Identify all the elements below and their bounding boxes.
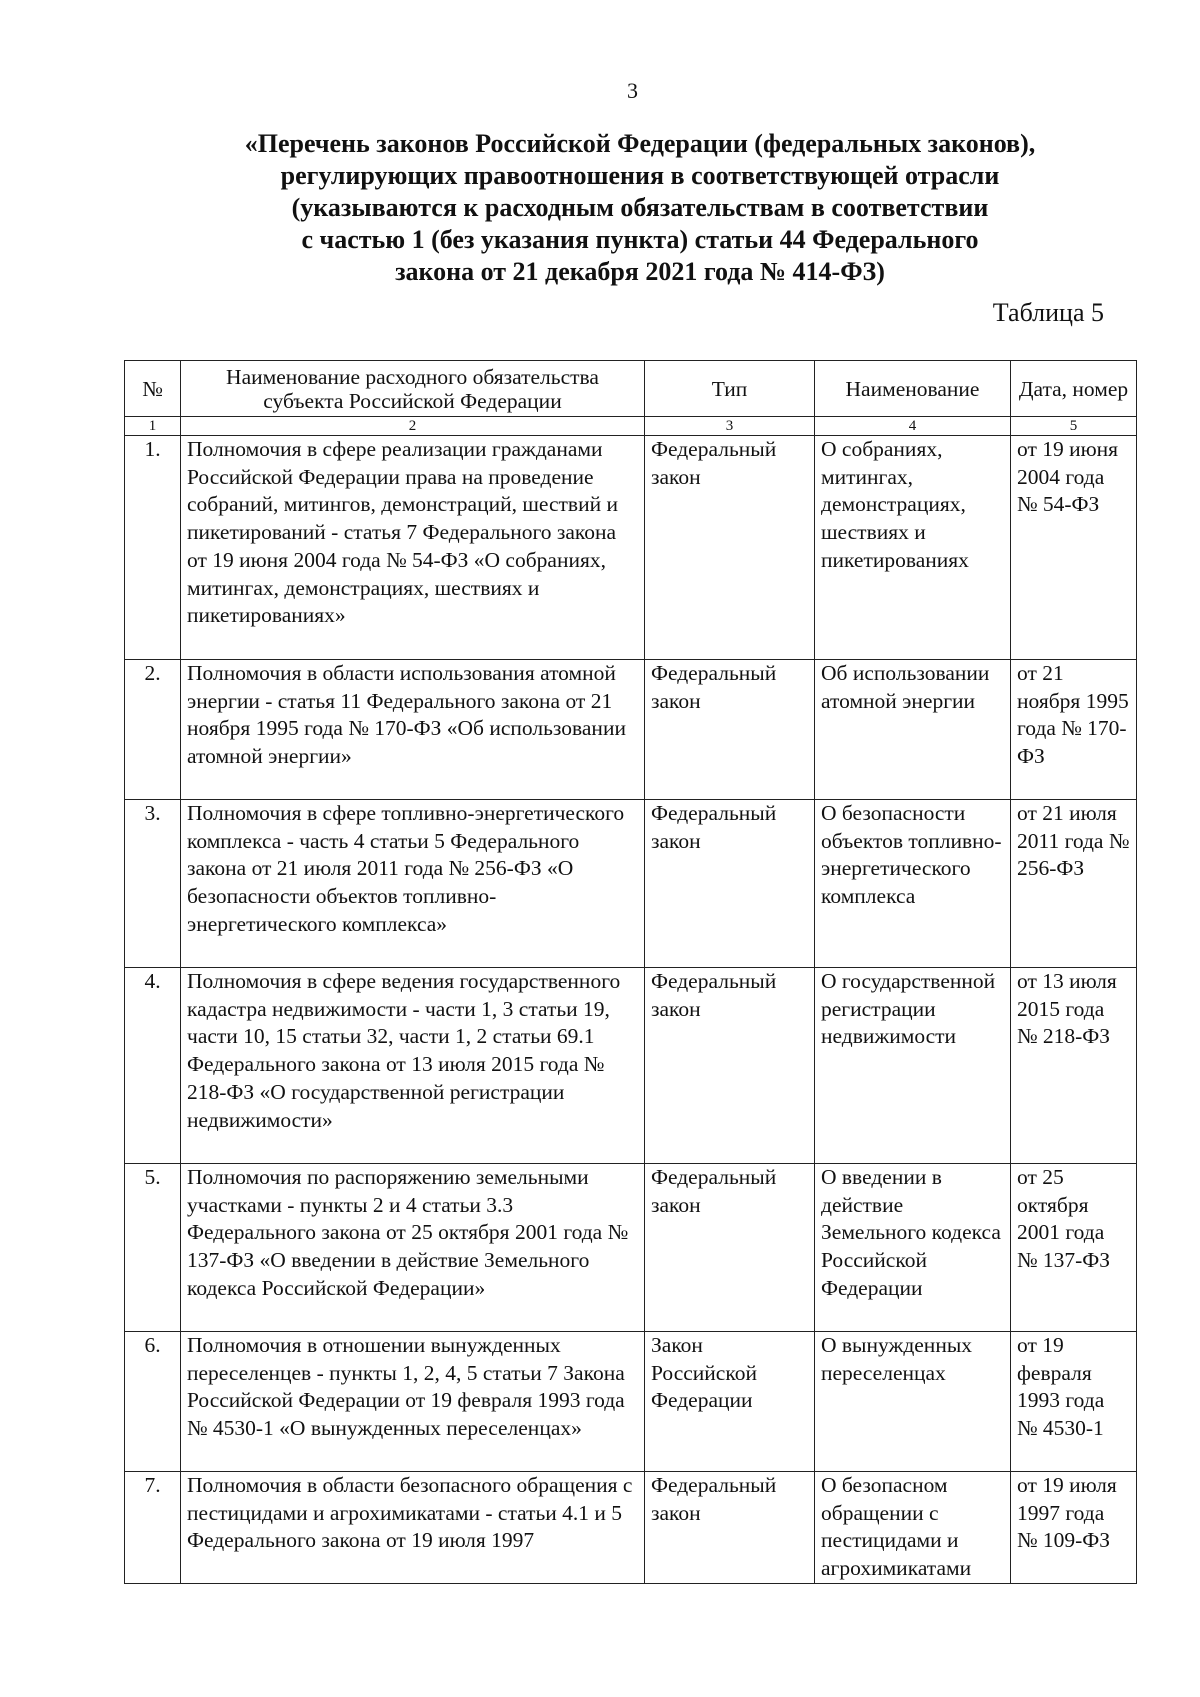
table-row xyxy=(125,800,1137,968)
law-name-cell: Об использовании атомной энергии xyxy=(815,660,1011,800)
row-number: 5. xyxy=(125,1164,181,1332)
type-cell: Федеральный закон xyxy=(645,1164,815,1332)
table-row xyxy=(125,1332,1137,1472)
type-cell: Федеральный закон xyxy=(645,660,815,800)
page-number: 3 xyxy=(627,78,638,103)
obligation-cell: Полномочия в сфере топливно-энергетического комплекса - часть 4 статьи 5 Федерального закона от 21 июля 2011 года № 256-ФЗ «О безопасности объектов топливно-энергетического комплекса» xyxy=(181,800,645,968)
table-row xyxy=(125,1472,1137,1584)
column-number: 4 xyxy=(815,417,1011,436)
obligation-cell: Полномочия в отношении вынужденных переселенцев - пункты 1, 2, 4, 5 статьи 7 Закона Российской Федерации от 19 февраля 1993 года № 4530-1 «О вынужденных переселенцах» xyxy=(181,1332,645,1472)
law-name-cell: О вынужденных переселенцах xyxy=(815,1332,1011,1472)
date-number-cell: от 19 июня 2004 года № 54-ФЗ xyxy=(1011,436,1137,660)
column-header-name: Наименование xyxy=(815,361,1011,417)
obligation-cell: Полномочия в сфере реализации гражданами Российской Федерации права на проведение собраний, митингов, демонстраций, шествий и пикетирований - статья 7 Федерального закона от 19 июня 2004 года № 54-ФЗ «О собраниях, митингах, демонстрациях, шествиях и пикетированиях» xyxy=(181,436,645,660)
row-number: 4. xyxy=(125,968,181,1164)
column-number: 1 xyxy=(125,417,181,436)
row-number: 1. xyxy=(125,436,181,660)
heading-line: (указываются к расходным обязательствам в соответствии xyxy=(291,193,989,222)
date-number-cell: от 21 ноября 1995 года № 170-ФЗ xyxy=(1011,660,1137,800)
column-number-row xyxy=(125,417,1137,436)
date-number-cell: от 21 июля 2011 года № 256-ФЗ xyxy=(1011,800,1137,968)
column-number: 2 xyxy=(181,417,645,436)
type-cell: Закон Российской Федерации xyxy=(645,1332,815,1472)
row-number: 3. xyxy=(125,800,181,968)
column-header-obligation: Наименование расходного обязательства субъекта Российской Федерации xyxy=(181,361,645,417)
column-header-date: Дата, номер xyxy=(1011,361,1137,417)
heading-line: с частью 1 (без указания пункта) статьи 44 Федерального xyxy=(301,225,979,254)
date-number-cell: от 13 июля 2015 года № 218-ФЗ xyxy=(1011,968,1137,1164)
type-cell: Федеральный закон xyxy=(645,800,815,968)
table-header-row xyxy=(125,361,1137,417)
heading-line: регулирующих правоотношения в соответствующей отрасли xyxy=(280,161,1000,190)
heading-line: «Перечень законов Российской Федерации (федеральных законов), xyxy=(244,129,1036,158)
law-name-cell: О собраниях, митингах, демонстрациях, шествиях и пикетированиях xyxy=(815,436,1011,660)
law-name-cell: О государственной регистрации недвижимости xyxy=(815,968,1011,1164)
column-number: 3 xyxy=(645,417,815,436)
row-number: 2. xyxy=(125,660,181,800)
date-number-cell: от 19 февраля 1993 года № 4530-1 xyxy=(1011,1332,1137,1472)
heading-line: закона от 21 декабря 2021 года № 414-ФЗ) xyxy=(395,257,885,286)
table-row xyxy=(125,660,1137,800)
type-cell: Федеральный закон xyxy=(645,1472,815,1584)
date-number-cell: от 19 июля 1997 года № 109-ФЗ xyxy=(1011,1472,1137,1584)
law-name-cell: О безопасном обращении с пестицидами и агрохимикатами xyxy=(815,1472,1011,1584)
column-header-type: Тип xyxy=(645,361,815,417)
table-row xyxy=(125,968,1137,1164)
obligation-cell: Полномочия по распоряжению земельными участками - пункты 2 и 4 статьи 3.3 Федерального закона от 25 октября 2001 года № 137-ФЗ «О введении в действие Земельного кодекса Российской Федерации» xyxy=(181,1164,645,1332)
date-number-cell: от 25 октября 2001 года № 137-ФЗ xyxy=(1011,1164,1137,1332)
laws-table xyxy=(124,360,1137,1584)
table-row xyxy=(125,1164,1137,1332)
row-number: 7. xyxy=(125,1472,181,1584)
obligation-cell: Полномочия в области безопасного обращения с пестицидами и агрохимикатами - статьи 4.1 и 5 Федерального закона от 19 июля 1997 xyxy=(181,1472,645,1584)
document-heading xyxy=(180,128,1100,288)
obligation-cell: Полномочия в сфере ведения государственного кадастра недвижимости - части 1, 3 статьи 19, части 10, 15 статьи 32, части 1, 2 статьи 69.1 Федерального закона от 13 июля 2015 года № 218-ФЗ «О государственной регистрации недвижимости» xyxy=(181,968,645,1164)
row-number: 6. xyxy=(125,1332,181,1472)
table-row xyxy=(125,436,1137,660)
law-name-cell: О безопасности объектов топливно-энергетического комплекса xyxy=(815,800,1011,968)
type-cell: Федеральный закон xyxy=(645,968,815,1164)
column-header-number: № xyxy=(125,361,181,417)
law-name-cell: О введении в действие Земельного кодекса Российской Федерации xyxy=(815,1164,1011,1332)
column-number: 5 xyxy=(1011,417,1137,436)
type-cell: Федеральный закон xyxy=(645,436,815,660)
table-label: Таблица 5 xyxy=(992,298,1104,327)
obligation-cell: Полномочия в области использования атомной энергии - статья 11 Федерального закона от 21 ноября 1995 года № 170-ФЗ «Об использовании атомной энергии» xyxy=(181,660,645,800)
